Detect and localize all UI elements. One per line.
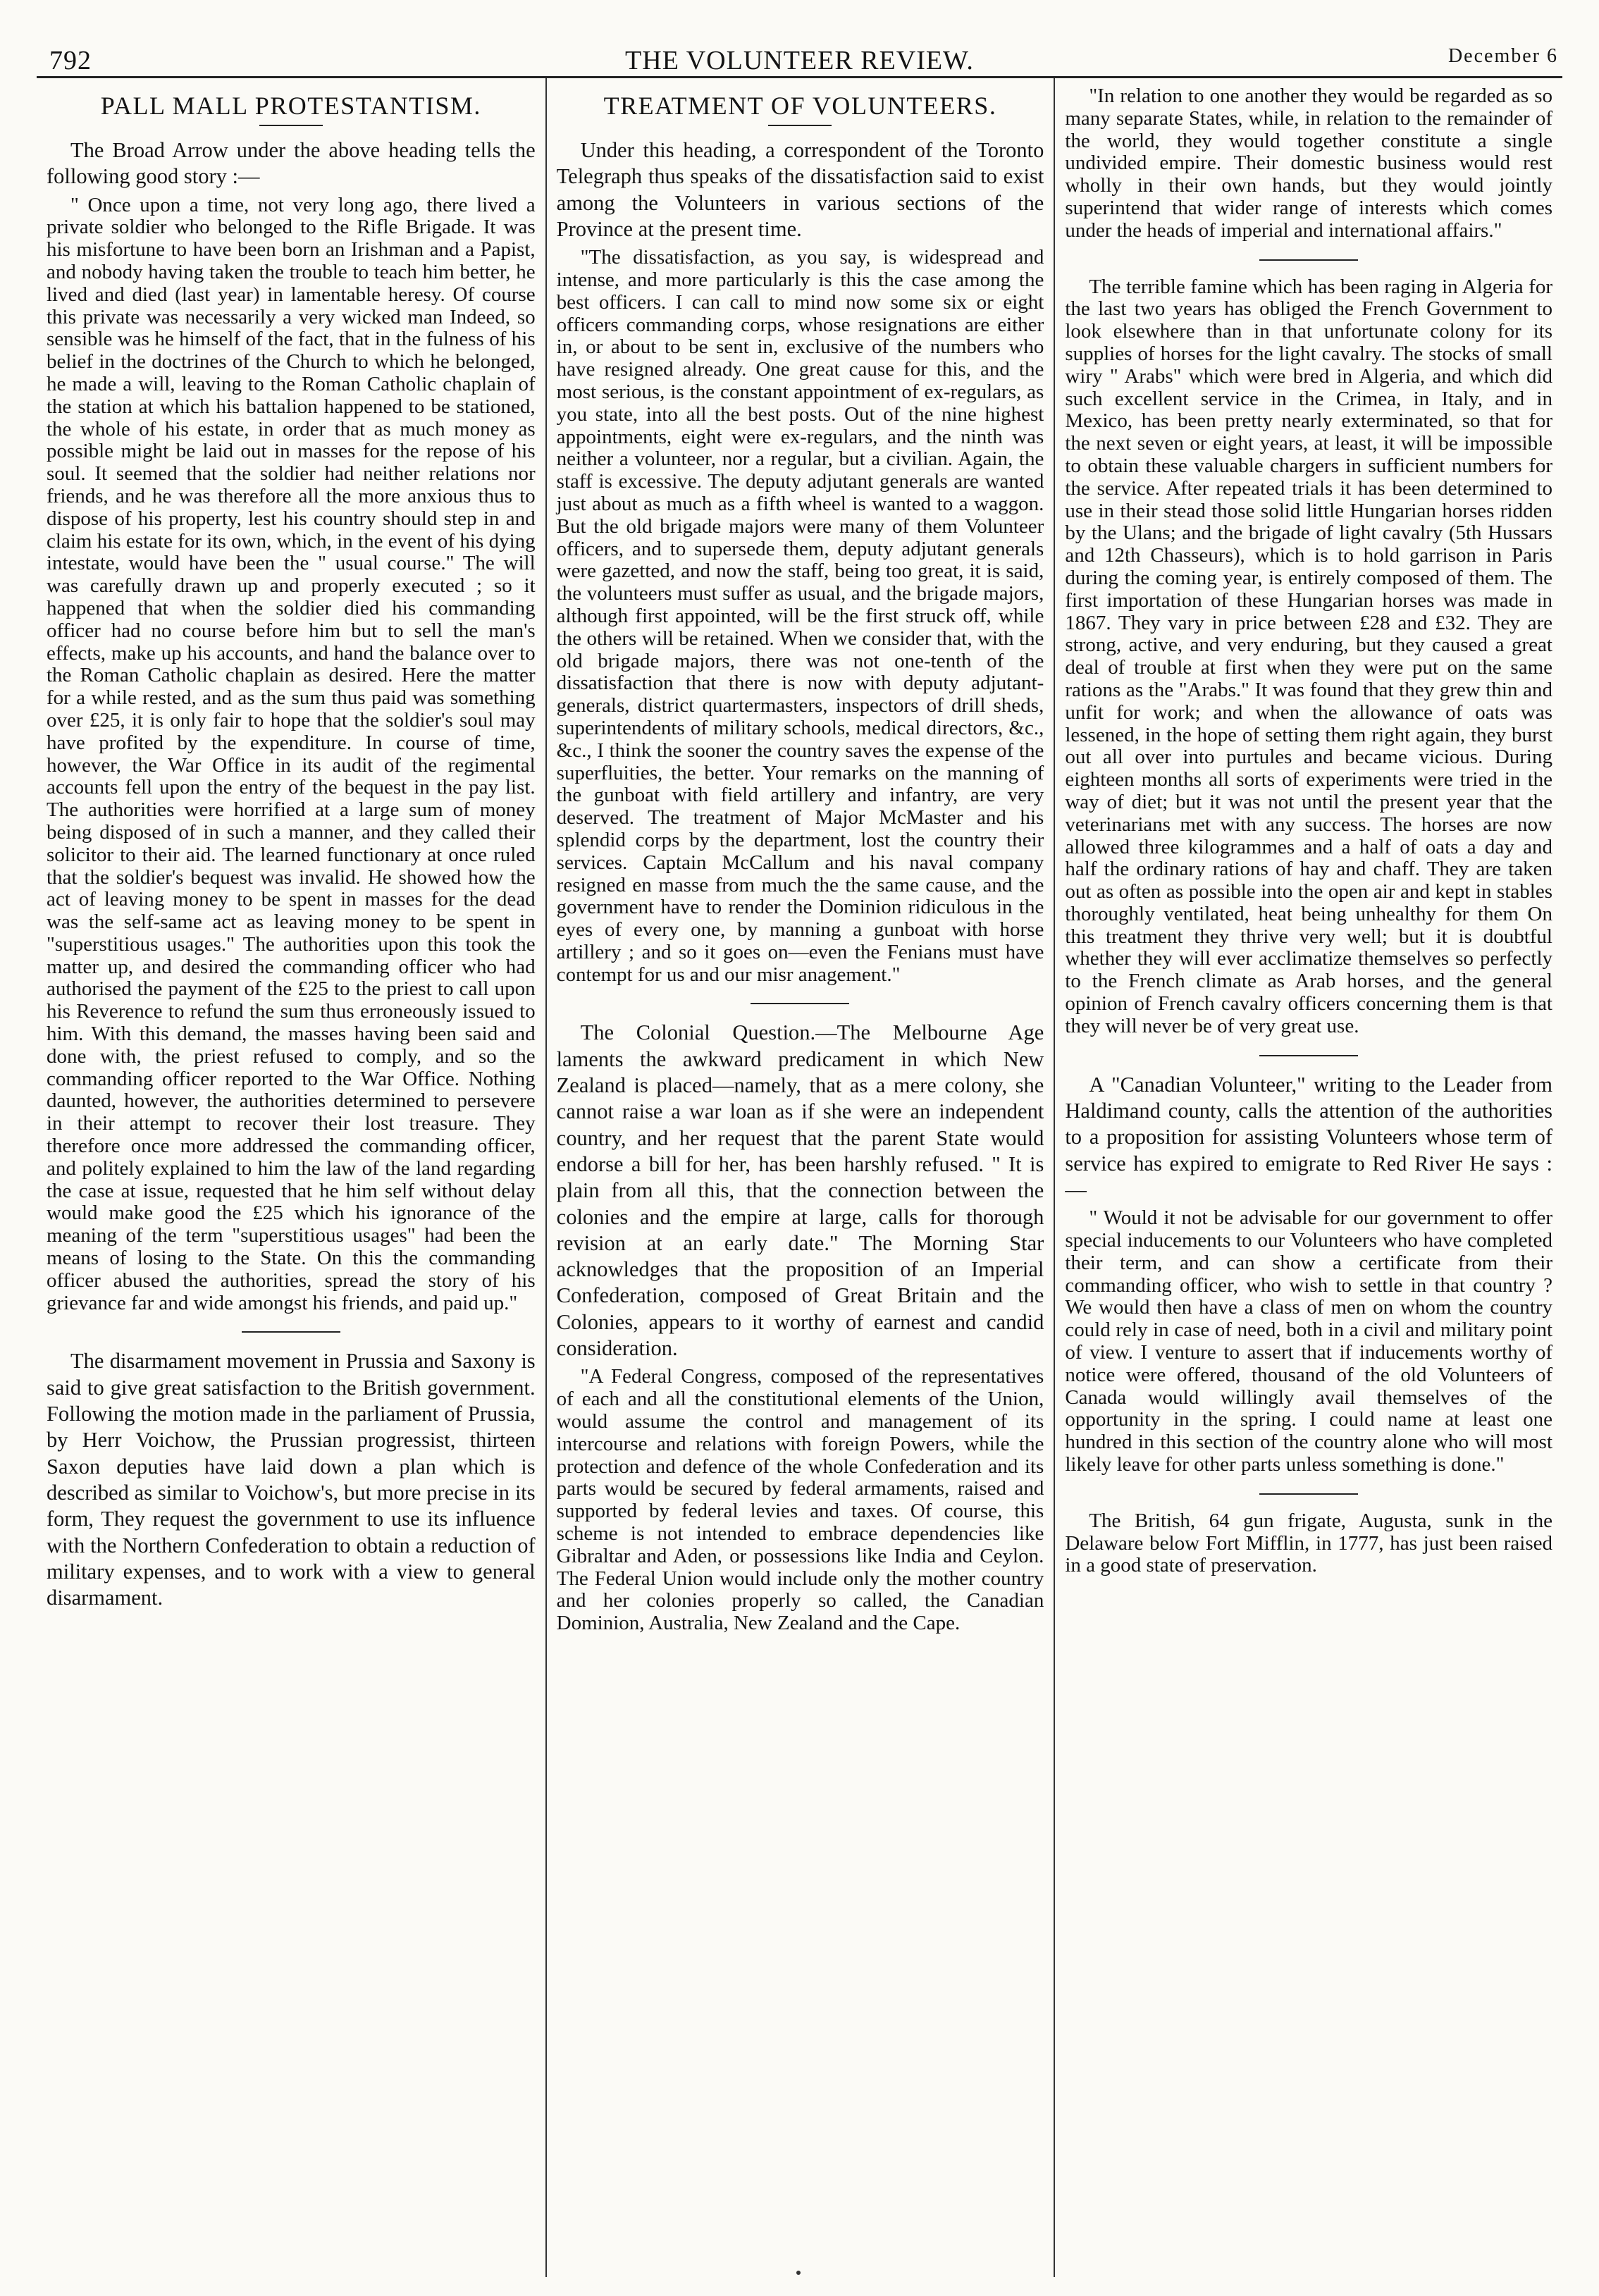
headline-pall-mall: PALL MALL PROTESTANTISM. (100, 92, 481, 120)
column-2 (545, 78, 1054, 2277)
running-head (37, 34, 1562, 76)
article-separator (242, 1331, 340, 1333)
paragraph: The terrible famine which has been raging in Algeria for the last two years has obliged the French Government to look elsewhere than in that unfortunate colony for its supplies of horses for the light cavalry. The stocks of small wiry " Arabs" which were bred in Algeria, and which did such excellent service in the Crimea, in Italy, and in Mexico, has been pretty nearly exterminated, so that for the next seven or eight years, at least, it will be impossible to obtain these valuable chargers in sufficient numbers for the service. After repeated trials it has been determined to use in their stead those solid little Hungarian horses ridden by the Ulans; and the brigade of light cavalry (5th Hussars and 12th Chasseurs), which is to hold garrison in Paris during the coming year, is entirely composed of them. The first importation of these Hungarian horses was made in 1867. They vary in price between £28 and £32. They are strong, active, and very enduring, but they caused a great deal of trouble at first when they were put on the same rations as the "Arabs." It was found that they grew thin and unfit for work; and when the allowance of oats was lessened, in the hope of setting them right again, they burst out all over into purtules and became vicious. During eighteen months all sorts of experiments were tried in the way of diet; but it was not until the present year that the veterinarians met with any success. The horses are now allowed three kilogrammes and a half of oats a day and half the ordinary rations of hay and chaff. They are taken out as often as possible into the open air and kept in stables thoroughly ventilated, heat being unhealthy for them On this treatment they thrive very well; but it is doubtful whether they will ever acclimatize themselves so perfectly to the French climate as Arab horses, and the general opinion of French cavalry officers concerning them is that they will never be of very great use. (1065, 275, 1552, 1037)
paragraph: The British, 64 gun frigate, Augusta, sunk in the Delaware below Fort Mifflin, in 1777, has just been raised in a good state of preservation. (1065, 1509, 1552, 1577)
paragraph: The disarmament movement in Prussia and Saxony is said to give great satisfaction to the British government. Following the motion made in the parliament of Prussia, by Herr Voichow, the Prussian progressist, thirteen Saxon deputies have laid down a plan which is described as similar to Voichow's, but more precise in its form, They request the government to use its influence with the Northern Confederation to obtain a reduction of military expenses, and to work with a view to general disarmament. (47, 1349, 536, 1610)
issue-date: December 6 (1447, 45, 1558, 67)
paragraph: The Broad Arrow under the above heading tells the following good story :— (47, 138, 536, 189)
paragraph: The Colonial Question.—The Melbourne Age laments the awkward predicament in which New Zealand is placed—namely, that as a mere colony, she cannot raise a war loan as if she were an independent country, and her request that the parent State would endorse a bill for her, has been harshly refused. " It is plain from all this, that the connection between the colonies and the empire at large, calls for thorough revision at an early date." The Morning Star acknowledges that the proposition of an Imperial Confederation, composed of Great Britain and the Colonies, appears to it worthy of earnest and candid consideration. (556, 1020, 1044, 1361)
article-separator (1259, 1493, 1358, 1495)
paragraph: "A Federal Congress, composed of the representatives of each and all the constitutional elements of the Union, would assume the control and management of its intercourse and relations with foreign Powers, while the protection and defence of the whole Confederation and its parts would be secured by federal armaments, raised and supported by federal levies and taxes. Of course, this scheme is not intended to embrace dependencies like Gibraltar and Aden, or possessions like India and Ceylon. The Federal Union would include only the mother country and her colonies properly so called, the Canadian Dominion, Australia, New Zealand and the Cape. (556, 1365, 1044, 1635)
article-separator (1259, 259, 1358, 261)
paragraph: " Once upon a time, not very long ago, there lived a private soldier who belonged to the Rifle Brigade. It was his misfortune to have been born an Irishman and a Papist, and nobody having taken the trouble to teach him better, he lived and died (last year) in lamentable heresy. Of course this private was necessarily a very wicked man Indeed, so sensible was he himself of the fact, that in the fulness of his belief in the doctrines of the Church to which he belonged, he made a will, leaving to the Roman Catholic chaplain of the station at which his battalion happened to be stationed, the whole of his estate, in order that as much money as possible might be laid out in masses for the repose of his soul. It seemed that the soldier had neither relations nor friends, and he was therefore all the more anxious thus to dispose of his property, lest his country should step in and claim his estate for its own, which, in the event of his dying intestate, would have been the " usual course." The will was carefully drawn up and properly executed ; so it happened that when the soldier died his commanding officer had no course before him but to sell the man's effects, make up his accounts, and hand the balance over to the Roman Catholic chaplain as desired. Here the matter for a while rested, and as the sum thus paid was something over £25, it is only fair to hope that the soldier's soul may have profited by the expenditure. In course of time, however, the War Office in its audit of the regimental accounts fell upon the entry of the bequest in the pay list. The authorities were horrified at a large sum of money being disposed of in such a manner, and they called their solicitor to their aid. The learned functionary at once ruled that the soldier's bequest was invalid. He showed how the act of leaving money to be spent in masses for the dead was the self-same act as leaving money to be spent in "superstitious usages." The authorities upon this took the matter up, and desired the commanding officer who had authorised the payment of the £25 to the priest to call upon his Reverence to refund the sum thus erroneously issued to him. With this demand, the masses having been said and done with, the priest refused to comply, and so the commanding officer reported to the War Office. Nothing daunted, however, the authorities determined to persevere in their attempt to recover their lost treasure. They therefore once more addressed the commanding officer, and politely explained to him the law of the land regarding the case at issue, requested that he him self without delay would make good the £25 which his ignorance of the meaning of the term "superstitious usages" had been the means of losing to the State. On this the commanding officer abused the authorities, spread the story of his grievance far and wide amongst his friends, and paid up." (47, 193, 536, 1314)
article-separator (1259, 1055, 1358, 1056)
column-1 (37, 78, 545, 2277)
paragraph: "The dissatisfaction, as you say, is widespread and intense, and more particularly is this the case among the best officers. I can call to mind now some six or eight officers commanding corps, whose resignations are either in, or about to be sent in, exclusive of the numbers who have resigned already. One great cause for this, and the most serious, is the constant appointment of ex-regulars, as you state, into all the best posts. Out of the nine highest appointments, eight were ex-regulars, and the ninth was neither a volunteer, nor a regular, but a civilian. Again, the staff is excessive. The deputy adjutant generals are wanted just about as much as a fifth wheel is wanted to a waggon. But the old brigade majors were many of them Volunteer officers, and to supersede them, deputy adjutant generals were gazetted, and now the staff, being too great, it is said, the volunteers must suffer as usual, and the brigade majors, although first appointed, will be the first struck off, while the others will be retained. When we consider that, with the old brigade majors, there was not one-tenth of the dissatisfaction that there is now with deputy adjutant-generals, district quartermasters, inspectors of drill sheds, superintendents of military schools, medical directors, &c., &c., I think the sooner the country saves the expense of the superfluities, the better. Your remarks on the manning of the gunboat with field artillery and infantry, are very deserved. The treatment of Major McMaster and his splendid corps by the department, lost the country their services. Captain McCallum and his naval company resigned en masse from much the the same cause, and the government have to render the Dominion ridiculous in the eyes of every one, by manning a gunboat with horse artillery ; and so it goes on—even the Fenians must have contempt for us and our misr anagement." (556, 246, 1044, 986)
article-separator (751, 1003, 849, 1004)
paragraph: "In relation to one another they would be regarded as so many separate States, while, in relation to the remainder of the world, they would together constitute a single undivided empire. Their domestic business would rest wholly in their own hands, but they would jointly superintend that wider range of interests which comes under the heads of imperial and international affairs." (1065, 85, 1552, 242)
headline-rule (259, 125, 323, 126)
columns (37, 76, 1562, 2277)
ink-speck (796, 2271, 801, 2275)
column-3 (1054, 78, 1562, 2277)
headline-treatment-of-volunteers: TREATMENT OF VOLUNTEERS. (603, 92, 997, 120)
headline-rule (768, 125, 832, 126)
paragraph: " Would it not be advisable for our government to offer special inducements to our Volunteers who have completed their term, and can show a certificate from their commanding officer, who wish to settle in that country ? We would then have a class of men on whom the country could rely in case of need, both in a civil and military point of view. I venture to assert that if inducements worthy of notice were offered, thousand of the old Volunteers of Canada would willingly avail themselves of the opportunity in the spring. I could name at least one hundred in this section of the country alone who will most likely leave for other parts unless something is done." (1065, 1206, 1552, 1476)
publication-title: THE VOLUNTEER REVIEW. (625, 46, 974, 75)
paragraph: A "Canadian Volunteer," writing to the Leader from Haldimand county, calls the attention of the authorities to a proposition for assisting Volunteers whose term of service has expired to emigrate to Red River He says :— (1065, 1072, 1552, 1202)
paragraph: Under this heading, a correspondent of the Toronto Telegraph thus speaks of the dissatisfaction said to exist among the Volunteers in various sections of the Province at the present time. (556, 138, 1044, 241)
page-number: 792 (49, 46, 92, 75)
